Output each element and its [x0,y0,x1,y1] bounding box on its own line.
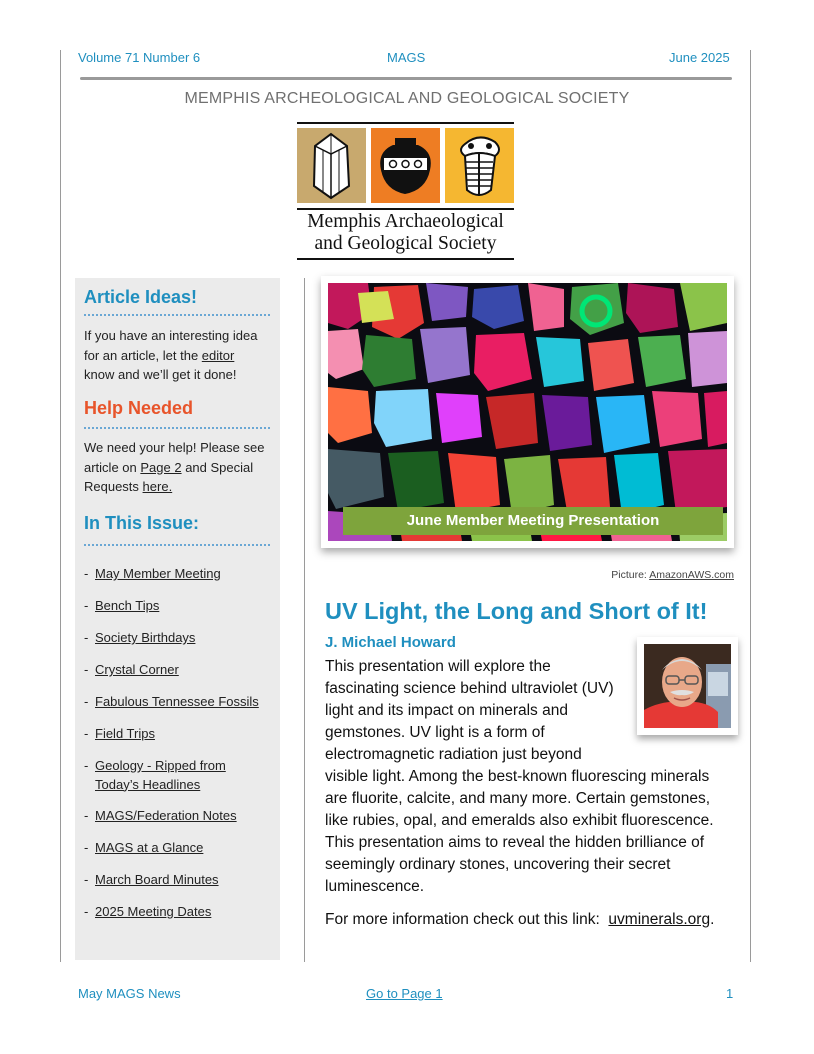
help-line-2-post: and Special [181,459,254,475]
toc-dash: - [84,662,89,677]
toc-dash: - [84,694,89,709]
body-line: like rubies, opal, and emeralds also exhibit fluorescence. [325,812,714,829]
help-needed-line-3 [84,477,276,497]
toc-link-board-minutes[interactable]: March Board Minutes [95,872,219,887]
logo-line-2: and Geological Society [314,233,497,254]
article-ideas-divider [84,314,270,316]
article-author: J. Michael Howard [325,634,456,651]
toc-dash: - [84,598,89,613]
page-number: 1 [726,986,734,1001]
body-line: electromagnetic radiation just beyond [325,746,582,763]
help-needed-heading: Help Needed [84,398,194,418]
body-line: light and its impact on minerals and [325,702,568,719]
picture-credit [540,569,734,581]
article-ideas-line-3: know and we’ll get it done! [84,367,237,382]
header-mags: MAGS [387,50,426,65]
toc-dash: - [84,808,89,823]
more-info-text: For more information check out this link: [325,911,609,928]
logo-bottom-bar [297,258,514,260]
toc-link-geology-headlines[interactable]: Geology - Ripped from Today’s Headlines [95,758,226,792]
left-margin-line [60,50,61,962]
logo-line-1: Memphis Archaeological [307,211,504,232]
toc-dash: - [84,566,89,581]
page-2-link[interactable]: Page 2 [140,459,182,475]
amazonaws-link[interactable]: AmazonAWS.com [649,569,734,581]
toc-link-crystal-corner[interactable]: Crystal Corner [95,662,179,677]
help-needed-line-2 [84,458,276,478]
body-line: luminescence. [325,878,425,895]
help-needed-text [84,438,276,497]
author-photo [644,644,731,728]
toc-dash: - [84,758,89,773]
fluorescent-minerals-photo [328,283,727,541]
article-ideas-line-2 [84,346,276,366]
toc-link-field-trips[interactable]: Field Trips [95,726,155,741]
article-ideas-text [84,326,276,385]
header-rule [80,77,732,80]
more-info-end: . [710,911,715,928]
toc-link-society-birthdays[interactable]: Society Birthdays [95,630,196,645]
logo-middle-bar [297,208,514,210]
article-ideas-line-2-text: for an article, let the [84,347,199,363]
toc-dash: - [84,840,89,855]
article-ideas-heading: Article Ideas! [84,287,198,307]
help-line-2-pre: article on [84,459,141,475]
article-title: UV Light, the Long and Short of It! [325,598,708,624]
issue-date: June 2025 [669,50,730,65]
toc-link-meeting-dates[interactable]: 2025 Meeting Dates [95,904,212,919]
body-line: This presentation will explore the [325,658,551,675]
help-line-3-pre: Requests [84,479,143,494]
special-requests-link[interactable]: here. [142,479,173,494]
more-info-line [325,909,714,931]
toc-dash: - [84,904,89,919]
body-line: visible light. Among the best-known fluorescing minerals [325,768,710,785]
column-divider [304,278,305,962]
body-line: seemingly ordinary stones, uncovering their secret [325,856,671,873]
toc-link-fabulous-tennessee-fossils[interactable]: Fabulous Tennessee Fossils [95,694,259,709]
body-line: This presentation aims to reveal the hidden brilliance of [325,834,705,851]
uvminerals-link[interactable]: uvminerals.org [608,911,711,928]
footer-newsletter-name: May MAGS News [78,986,181,1001]
toc-dash: - [84,630,89,645]
help-needed-line-1: We need your help! Please see [84,440,265,455]
help-needed-divider [84,427,270,429]
body-line: gemstones. UV light is a form of [325,724,545,741]
toc-link-bench-tips[interactable]: Bench Tips [95,598,160,613]
toc-dash: - [84,872,89,887]
body-line: are fluorite, calcite, and many more. Certain gemstones, [325,790,711,807]
society-logo [297,122,514,260]
toc-link-federation-notes[interactable]: MAGS/Federation Notes [95,808,237,823]
logo-top-bar [297,122,514,124]
editor-link[interactable]: editor [201,347,235,363]
photo-caption: June Member Meeting Presentation [343,507,723,535]
toc-link-mags-at-a-glance[interactable]: MAGS at a Glance [95,840,204,855]
crystal-icon [297,128,366,203]
right-margin-line [750,50,751,962]
credit-label: Picture: [611,569,650,581]
go-to-page-1-link[interactable]: Go to Page 1 [366,986,443,1001]
logo-text [297,211,514,255]
article-ideas-line-1: If you have an interesting idea [84,328,258,343]
in-this-issue-heading: In This Issue: [84,513,200,533]
trilobite-icon [445,128,514,203]
society-name: MEMPHIS ARCHEOLOGICAL AND GEOLOGICAL SOCIETY [184,90,630,107]
pottery-icon [371,128,440,203]
toc-dash: - [84,726,89,741]
author-photo-frame [637,637,738,735]
volume-number: Volume 71 Number 6 [78,50,201,65]
in-this-issue-divider [84,544,270,546]
body-line: fascinating science behind ultraviolet (UV) [325,680,614,697]
toc-link-may-member-meeting[interactable]: May Member Meeting [95,566,221,581]
